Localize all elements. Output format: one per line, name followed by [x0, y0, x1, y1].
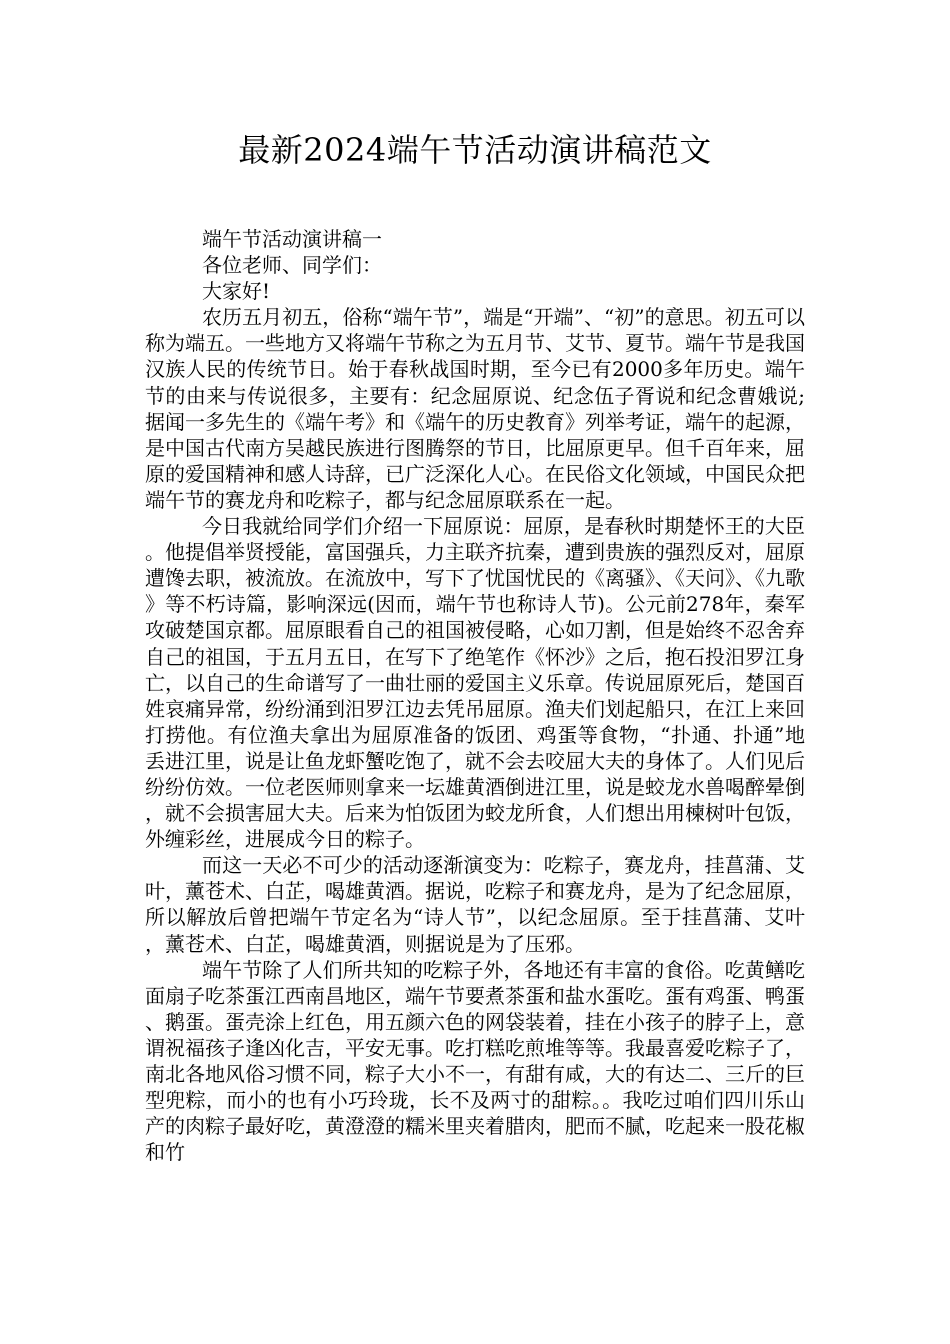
- body-paragraph: 今日我就给同学们介绍一下屈原说：屈原，是春秋时期楚怀王的大臣。他提倡举贤授能，富国强兵，力主联齐抗秦，遭到贵族的强烈反对，屈原遭馋去职，被流放。在流放中，写下了忧国忧民的《离骚》、《天问》、《九歌》等不朽诗篇，影响深远(因而，端午节也称诗人节)。公元前278年，秦军攻破楚国京都。屈原眼看自己的祖国被侵略，心如刀割，但是始终不忍舍弃自己的祖国，于五月五日，在写下了绝笔作《怀沙》之后，抱石投汨罗江身亡，以自己的生命谱写了一曲壮丽的爱国主义乐章。传说屈原死后，楚国百姓哀痛异常，纷纷涌到汨罗江边去凭吊屈原。渔夫们划起船只，在江上来回打捞他。有位渔夫拿出为屈原准备的饭团、鸡蛋等食物，“扑通、扑通”地丢进江里，说是让鱼龙虾蟹吃饱了，就不会去咬屈大夫的身体了。人们见后纷纷仿效。一位老医师则拿来一坛雄黄酒倒进江里，说是蛟龙水兽喝醉晕倒，就不会损害屈大夫。后来为怕饭团为蛟龙所食，人们想出用楝树叶包饭，外缠彩丝，进展成今日的粽子。: [145, 514, 805, 852]
- salutation: 各位老师、同学们：: [202, 253, 382, 278]
- body-paragraph: 端午节除了人们所共知的吃粽子外，各地还有丰富的食俗。吃黄鳝吃面扇子吃茶蛋江西南昌地区，端午节要煮茶蛋和盐水蛋吃。蛋有鸡蛋、鸭蛋、鹅蛋。蛋壳涂上红色，用五颜六色的网袋装着，挂在小孩子的脖子上，意谓祝福孩子逢凶化吉，平安无事。吃打糕吃煎堆等等。我最喜爱吃粽子了，南北各地风俗习惯不同，粽子大小不一，有甜有咸，大的有达二、三斤的巨型兜粽，而小的也有小巧玲珑，长不及两寸的甜粽。。我吃过咱们四川乐山产的肉粽子最好吃，黄澄澄的糯米里夹着腊肉，肥而不腻，吃起来一股花椒和竹: [145, 957, 805, 1165]
- document-title: 最新2024端午节活动演讲稿范文: [238, 131, 712, 169]
- greeting: 大家好!: [202, 279, 271, 304]
- body-paragraph: 农历五月初五，俗称“端午节”，端是“开端”、“初”的意思。初五可以称为端五。一些地方又将端午节称之为五月节、艾节、夏节。端午节是我国汉族人民的传统节日。始于春秋战国时期，至今已有2000多年历史。端午节的由来与传说很多，主要有：纪念屈原说、纪念伍子胥说和纪念曹娥说;据闻一多先生的《端午考》和《端午的历史教育》列举考证，端午的起源，是中国古代南方吴越民族进行图腾祭的节日，比屈原更早。但千百年来，屈原的爱国精神和感人诗辞，已广泛深化人心。在民俗文化领域，中国民众把端午节的赛龙舟和吃粽子，都与纪念屈原联系在一起。: [145, 305, 805, 512]
- speech-heading: 端午节活动演讲稿一: [202, 227, 382, 251]
- document-body: [145, 226, 805, 1165]
- body-paragraph: 而这一天必不可少的活动逐渐演变为：吃粽子，赛龙舟，挂菖蒲、艾叶，薰苍术、白芷，喝雄黄酒。据说，吃粽子和赛龙舟，是为了纪念屈原，所以解放后曾把端午节定名为“诗人节”，以纪念屈原。至于挂菖蒲、艾叶，薰苍术、白芷，喝雄黄酒，则据说是为了压邪。: [145, 853, 805, 956]
